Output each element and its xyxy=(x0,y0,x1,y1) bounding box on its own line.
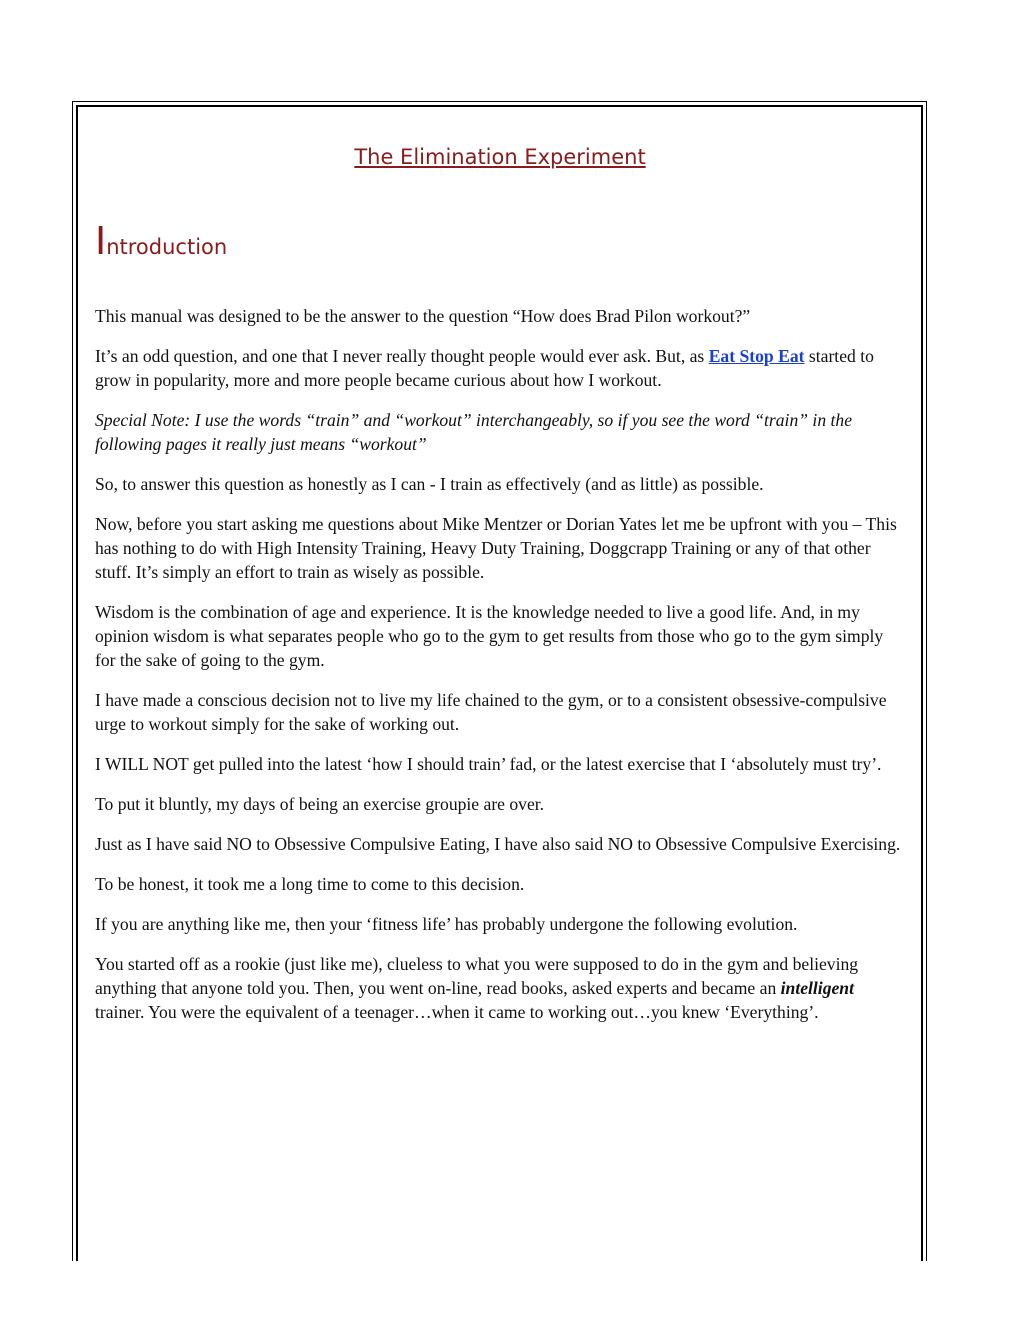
paragraph: This manual was designed to be the answer to the question “How does Brad Pilon workout?” xyxy=(95,306,751,326)
document-title: The Elimination Experiment xyxy=(354,145,646,169)
paragraph: Just as I have said NO to Obsessive Compulsive Eating, I have also said NO to Obsessive Compulsive Exercising. xyxy=(95,834,901,854)
paragraph: To be honest, it took me a long time to come to this decision. xyxy=(95,874,525,894)
paragraph: So, to answer this question as honestly as I can - I train as effectively (and as little) as possible. xyxy=(95,474,764,494)
paragraph-text: trainer. You were the equivalent of a teenager…when it came to working out…you knew ‘Everything’. xyxy=(95,1002,819,1022)
paragraph xyxy=(95,952,905,1024)
section-heading-introduction xyxy=(95,219,228,263)
paragraph: If you are anything like me, then your ‘fitness life’ has probably undergone the following evolution. xyxy=(95,914,798,934)
paragraph-text: started to grow in popularity, more and more people became curious about how I workout. xyxy=(95,346,874,390)
paragraph: I have made a conscious decision not to live my life chained to the gym, or to a consistent obsessive-compulsive urge to workout simply for the sake of working out. xyxy=(95,690,887,734)
paragraph: Wisdom is the combination of age and experience. It is the knowledge needed to live a good life. And, in my opinion wisdom is what separates people who go to the gym to get results from those who go to the gym simply for the sake of going to the gym. xyxy=(95,602,884,670)
emphasis-intelligent: intelligent xyxy=(780,978,854,998)
paragraph: Now, before you start asking me questions about Mike Mentzer or Dorian Yates let me be upfront with you – This has nothing to do with High Intensity Training, Heavy Duty Training, Doggcrapp Training or any of that other stuff. It’s simply an effort to train as wisely as possible. xyxy=(95,514,897,582)
document-body xyxy=(95,304,905,1040)
paragraph xyxy=(95,344,905,392)
paragraph-text: It’s an odd question, and one that I never really thought people would ever ask. But, as xyxy=(95,346,709,366)
paragraph: I WILL NOT get pulled into the latest ‘how I should train’ fad, or the latest exercise that I ‘absolutely must try’. xyxy=(95,754,882,774)
eat-stop-eat-link[interactable]: Eat Stop Eat xyxy=(708,346,805,366)
heading-rest: ntroduction xyxy=(106,235,228,259)
paragraph: To put it bluntly, my days of being an exercise groupie are over. xyxy=(95,794,545,814)
special-note: Special Note: I use the words “train” and “workout” interchangeably, so if you see the word “train” in the following pages it really just means “workout” xyxy=(95,410,853,454)
paragraph-text: You started off as a rookie (just like me), clueless to what you were supposed to do in the gym and believing anything that anyone told you. Then, you went on-line, read books, asked experts and became an xyxy=(95,954,859,998)
heading-drop-cap: I xyxy=(95,219,107,263)
